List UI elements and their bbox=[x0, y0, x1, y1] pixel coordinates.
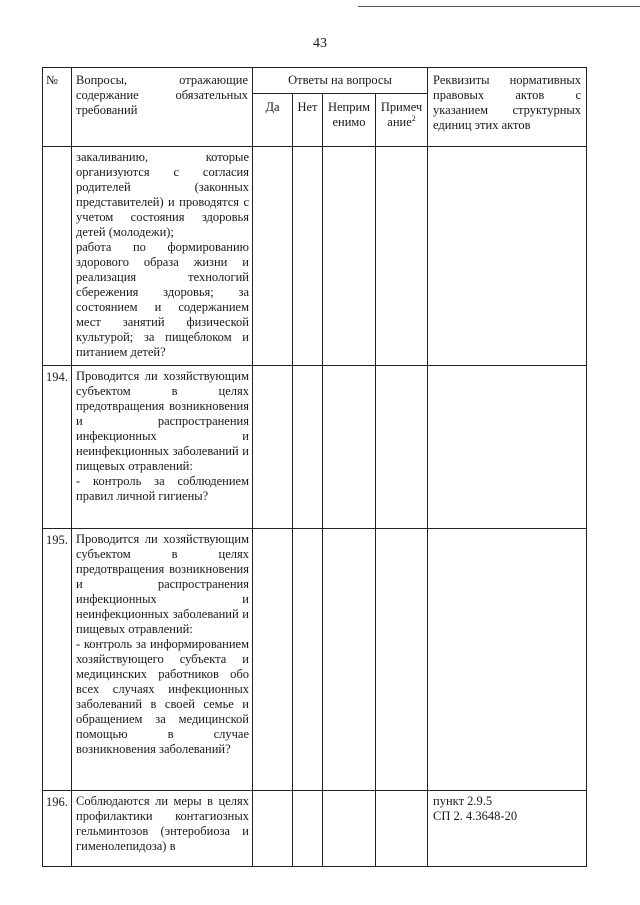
row-number: 196. bbox=[43, 791, 72, 867]
header-requisites: Реквизиты нормативных правовых актов с указанием структурных единиц этих актов bbox=[428, 68, 587, 147]
answer-na-cell[interactable] bbox=[323, 791, 376, 867]
answer-yes-cell[interactable] bbox=[253, 529, 293, 791]
answer-yes-cell[interactable] bbox=[253, 366, 293, 529]
answer-no-cell[interactable] bbox=[293, 529, 323, 791]
answer-na-cell[interactable] bbox=[323, 529, 376, 791]
header-question: Вопросы, отражающие содержание обязательных требований bbox=[72, 68, 253, 147]
row-requisites bbox=[428, 147, 587, 366]
answer-no-cell[interactable] bbox=[293, 791, 323, 867]
answer-na-cell[interactable] bbox=[323, 366, 376, 529]
table-row bbox=[43, 147, 587, 366]
answer-no-cell[interactable] bbox=[293, 366, 323, 529]
requisite-line: пункт 2.9.5 bbox=[433, 794, 493, 808]
row-question: закаливанию, которые организуются с согласия родителей (законных представителей) и проводятся с учетом состояния здоровья детей (молодежи); работа по формированию здорового образа жизни и реализация технологий сбережения здоровья; за состоянием и содержанием мест занятий физической культурой; за пищеблоком и питанием детей? bbox=[76, 150, 249, 359]
answer-yes-cell[interactable] bbox=[253, 147, 293, 366]
top-edge-line bbox=[358, 6, 640, 7]
table-header-row bbox=[43, 68, 587, 94]
answer-na-cell[interactable] bbox=[323, 147, 376, 366]
answer-note-cell[interactable] bbox=[376, 791, 428, 867]
table-row bbox=[43, 529, 587, 791]
table-row bbox=[43, 791, 587, 867]
row-question: Проводится ли хозяйствующим субъектом в целях предотвращения возникновения и распространения инфекционных и неинфекционных заболеваний и пищевых отравлений: - контроль за информированием хозяйствующего субъекта и медицинских работников обо всех случаях инфекционных заболеваний в своей семье и обращением за медицинской помощью в случае возникновения заболеваний? bbox=[76, 532, 249, 756]
header-note-text: Примеч ание bbox=[380, 100, 423, 129]
row-question: Проводится ли хозяйствующим субъектом в целях предотвращения возникновения и распространения инфекционных и неинфекционных заболеваний и пищевых отравлений: - контроль за соблюдением правил личной гигиены? bbox=[76, 369, 249, 503]
row-requisites bbox=[428, 366, 587, 529]
requisite-line: СП 2. 4.3648-20 bbox=[433, 809, 518, 823]
row-requisites bbox=[428, 791, 587, 867]
table-row bbox=[43, 366, 587, 529]
header-note-footnote: 2 bbox=[411, 113, 416, 123]
answer-note-cell[interactable] bbox=[376, 529, 428, 791]
page-number: 43 bbox=[313, 36, 327, 51]
row-question: Соблюдаются ли меры в целях профилактики контагиозных гельминтозов (энтеробиоза и гименолепидоза) в bbox=[76, 794, 253, 853]
row-number bbox=[43, 147, 72, 366]
checklist-table bbox=[42, 67, 587, 867]
answer-yes-cell[interactable] bbox=[253, 791, 293, 867]
answer-note-cell[interactable] bbox=[376, 147, 428, 366]
row-number: 194. bbox=[43, 366, 72, 529]
header-answers: Ответы на вопросы bbox=[253, 68, 428, 94]
row-number: 195. bbox=[43, 529, 72, 791]
header-yes: Да bbox=[253, 94, 293, 147]
header-not-applicable: Неприм енимо bbox=[323, 94, 376, 147]
header-number: № bbox=[43, 68, 72, 147]
answer-note-cell[interactable] bbox=[376, 366, 428, 529]
header-note bbox=[376, 94, 428, 147]
answer-no-cell[interactable] bbox=[293, 147, 323, 366]
header-no: Нет bbox=[293, 94, 323, 147]
row-requisites bbox=[428, 529, 587, 791]
